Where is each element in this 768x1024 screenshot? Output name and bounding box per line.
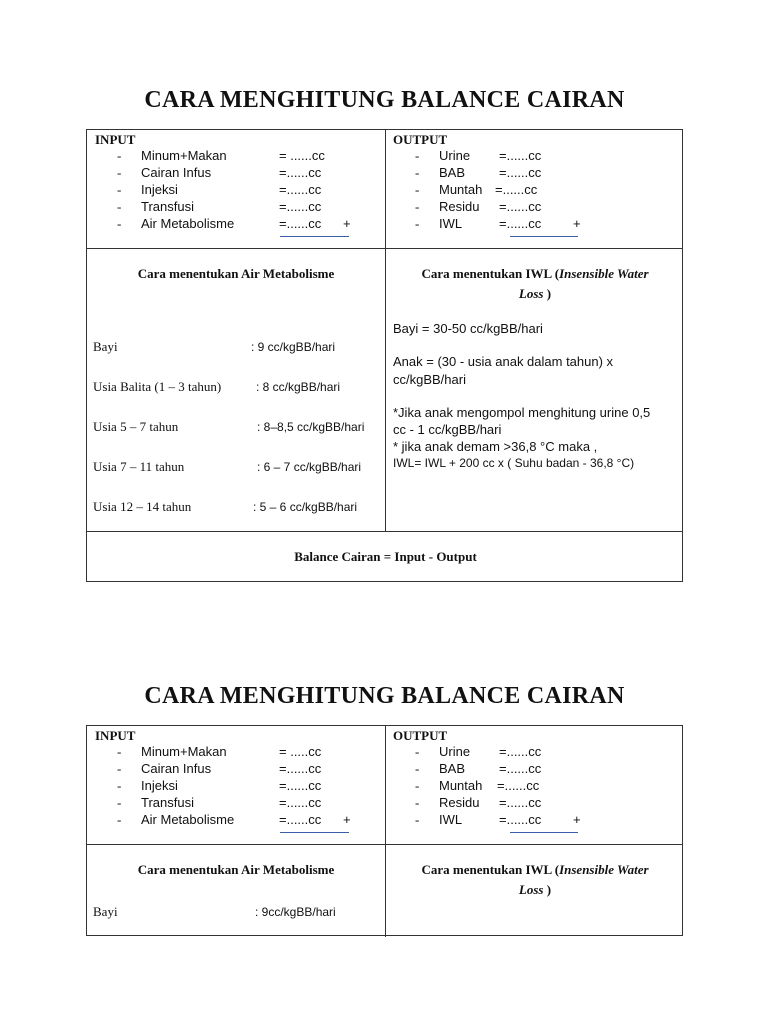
page-title: CARA MENGHITUNG BALANCE CAIRAN	[144, 683, 625, 709]
age-label: Usia 7 – 11 tahun	[93, 459, 185, 474]
age-label: Usia 5 – 7 tahun	[93, 419, 179, 434]
input-item-label: Transfusi	[141, 795, 194, 810]
output-item-value: =......cc	[499, 744, 542, 759]
iwl-anak-unit: cc/kgBB/hari	[393, 372, 466, 387]
input-item-label: Cairan Infus	[141, 165, 212, 180]
input-item-label: Air Metabolisme	[141, 216, 235, 231]
list-bullet: -	[117, 182, 122, 197]
iwl-bayi: Bayi = 30-50 cc/kgBB/hari	[393, 321, 543, 336]
age-label: Usia Balita (1 – 3 tahun)	[93, 379, 222, 394]
input-item-value: =......cc	[279, 182, 322, 197]
input-item-label: Cairan Infus	[141, 761, 212, 776]
balance-table	[86, 725, 683, 936]
list-bullet: -	[117, 812, 122, 827]
sum-plus: +	[573, 216, 581, 231]
input-item-value: =......cc	[279, 812, 322, 827]
list-bullet: -	[117, 148, 122, 163]
output-item-label: IWL	[439, 812, 463, 827]
row-divider	[87, 531, 682, 532]
output-item-value: =......cc	[499, 795, 542, 810]
list-bullet: -	[415, 744, 420, 759]
sum-plus: +	[343, 812, 351, 827]
list-bullet: -	[415, 148, 420, 163]
sum-underline	[510, 236, 578, 237]
sum-underline	[280, 236, 349, 237]
input-item-label: Minum+Makan	[141, 148, 227, 163]
list-bullet: -	[117, 778, 122, 793]
output-item-value: =......cc	[499, 216, 542, 231]
input-item-value: = ......cc	[279, 148, 325, 163]
input-heading: INPUT	[95, 728, 136, 743]
age-label: Bayi	[93, 339, 118, 354]
iwl-heading: Cara menentukan IWL (Insensible Water	[421, 862, 649, 877]
iwl-formula: IWL= IWL + 200 cc x ( Suhu badan - 36,8 °C)	[393, 456, 635, 470]
age-label: Bayi	[93, 904, 118, 919]
input-item-value: = .....cc	[279, 744, 322, 759]
iwl-heading-continued: Loss )	[518, 286, 552, 301]
age-value: : 5 – 6 cc/kgBB/hari	[253, 500, 358, 514]
iwl-note: cc - 1 cc/kgBB/hari	[393, 422, 502, 437]
age-value: : 8 cc/kgBB/hari	[256, 380, 341, 394]
iwl-heading-continued: Loss )	[518, 882, 552, 897]
output-item-label: IWL	[439, 216, 463, 231]
input-item-value: =......cc	[279, 216, 322, 231]
list-bullet: -	[415, 199, 420, 214]
list-bullet: -	[415, 812, 420, 827]
output-item-label: Muntah	[439, 778, 483, 793]
output-item-label: BAB	[439, 165, 466, 180]
list-bullet: -	[117, 199, 122, 214]
age-value: : 8–8,5 cc/kgBB/hari	[257, 420, 365, 434]
output-item-value: =......cc	[499, 812, 542, 827]
column-divider	[385, 130, 386, 531]
output-item-value: =......cc	[495, 182, 538, 197]
output-heading: OUTPUT	[393, 132, 448, 147]
air-metabolisme-heading: Cara menentukan Air Metabolisme	[137, 266, 335, 281]
output-item-label: Muntah	[439, 182, 483, 197]
balance-table	[86, 129, 683, 582]
output-item-value: =......cc	[499, 199, 542, 214]
output-item-label: BAB	[439, 761, 466, 776]
list-bullet: -	[415, 165, 420, 180]
age-label: Usia 12 – 14 tahun	[93, 499, 192, 514]
output-item-value: =......cc	[499, 761, 542, 776]
list-bullet: -	[117, 165, 122, 180]
iwl-heading: Cara menentukan IWL (Insensible Water	[421, 266, 649, 281]
list-bullet: -	[415, 795, 420, 810]
age-value: : 9cc/kgBB/hari	[255, 905, 336, 919]
input-item-value: =......cc	[279, 795, 322, 810]
iwl-anak: Anak = (30 - usia anak dalam tahun) x	[393, 354, 614, 369]
input-item-value: =......cc	[279, 165, 322, 180]
list-bullet: -	[415, 778, 420, 793]
air-metabolisme-heading: Cara menentukan Air Metabolisme	[137, 862, 335, 877]
input-item-value: =......cc	[279, 778, 322, 793]
list-bullet: -	[415, 761, 420, 776]
sum-underline	[280, 832, 349, 833]
age-value: : 6 – 7 cc/kgBB/hari	[257, 460, 362, 474]
input-item-value: =......cc	[279, 199, 322, 214]
input-heading: INPUT	[95, 132, 136, 147]
age-value: : 9 cc/kgBB/hari	[251, 340, 336, 354]
input-item-label: Air Metabolisme	[141, 812, 235, 827]
input-item-label: Injeksi	[141, 182, 178, 197]
list-bullet: -	[117, 744, 122, 759]
iwl-note: * jika anak demam >36,8 °C maka ,	[393, 439, 598, 454]
input-item-label: Injeksi	[141, 778, 178, 793]
list-bullet: -	[117, 216, 122, 231]
output-item-label: Residu	[439, 199, 480, 214]
output-item-value: =......cc	[497, 778, 540, 793]
input-item-label: Transfusi	[141, 199, 194, 214]
input-item-label: Minum+Makan	[141, 744, 227, 759]
list-bullet: -	[415, 182, 420, 197]
sum-underline	[510, 832, 578, 833]
list-bullet: -	[117, 761, 122, 776]
iwl-note: *Jika anak mengompol menghitung urine 0,5	[393, 405, 651, 420]
page-title: CARA MENGHITUNG BALANCE CAIRAN	[144, 87, 625, 113]
list-bullet: -	[117, 795, 122, 810]
output-item-label: Residu	[439, 795, 480, 810]
output-heading: OUTPUT	[393, 728, 448, 743]
balance-formula: Balance Cairan = Input - Output	[294, 549, 477, 564]
output-item-value: =......cc	[499, 165, 542, 180]
input-item-value: =......cc	[279, 761, 322, 776]
sum-plus: +	[573, 812, 581, 827]
output-item-value: =......cc	[499, 148, 542, 163]
list-bullet: -	[415, 216, 420, 231]
output-item-label: Urine	[439, 744, 471, 759]
sum-plus: +	[343, 216, 351, 231]
output-item-label: Urine	[439, 148, 471, 163]
column-divider	[385, 726, 386, 937]
